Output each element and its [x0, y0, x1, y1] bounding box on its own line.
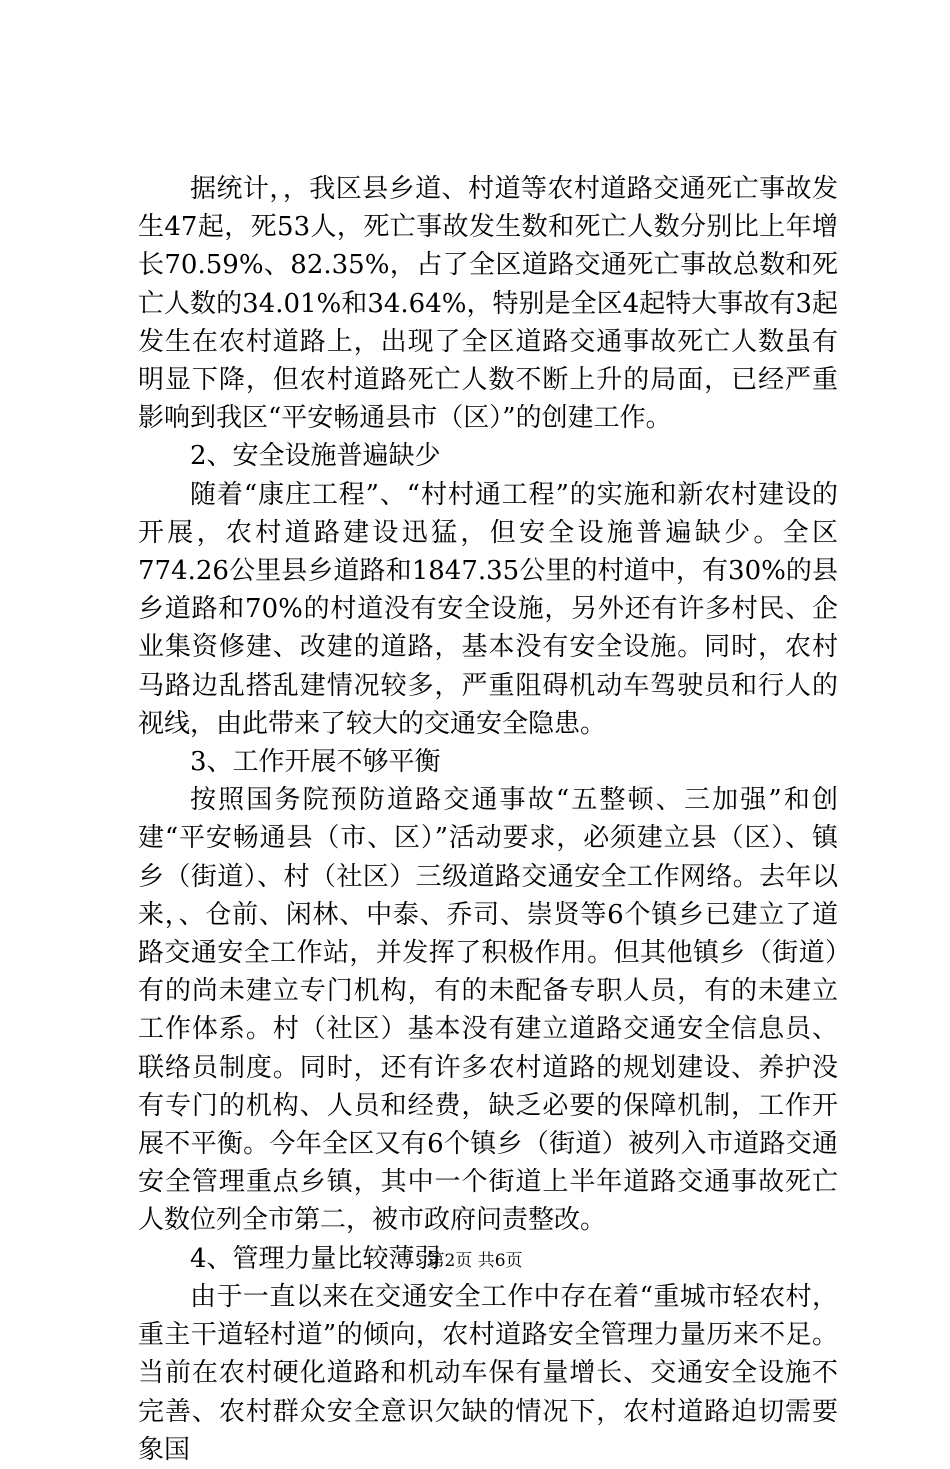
heading-safety-facilities: 2、安全设施普遍缺少: [190, 441, 441, 472]
paragraph-safety-facilities: 随着“康庄工程”、“村村通工程”的实施和新农村建设的开展，农村道路建设迅猛，但安全设施普遍缺少。全区774.26公里县乡道路和1847.35公里的村道中，有30%的县乡道路和70%的村道没有安全设施，另外还有许多村民、企业集资修建、改建的道路，基本没有安全设施。同时，农村马路边乱搭乱建情况较多，严重阻碍机动车驾驶员和行人的视线，由此带来了较大的交通安全隐患。: [138, 479, 838, 739]
paragraph-management-strength: 由于一直以来在交通安全工作中存在着“重城市轻农村，重主干道轻村道”的倾向，农村道路安全管理力量历来不足。当前在农村硬化道路和机动车保有量增长、交通安全设施不完善、农村群众安全意识欠缺的情况下，农村道路迫切需要象国: [138, 1281, 838, 1465]
page-footer: 第2页 共6页: [427, 1251, 523, 1271]
heading-management-strength: 4、管理力量比较薄弱: [190, 1243, 441, 1274]
heading-work-balance: 3、工作开展不够平衡: [190, 747, 441, 778]
paragraph-statistics: 据统计，，我区县乡道、村道等农村道路交通死亡事故发生47起，死53人，死亡事故发生数和死亡人数分别比上年增长70.59%、82.35%，占了全区道路交通死亡事故总数和死亡人数的34.01%和34.64%，特别是全区4起特大事故有3起发生在农村道路上，出现了全区道路交通事故死亡人数虽有明显下降，但农村道路死亡人数不断上升的局面，已经严重影响到我区“平安畅通县市（区）”的创建工作。: [138, 174, 838, 434]
body-text: [138, 170, 838, 1469]
paragraph-work-balance: 按照国务院预防道路交通事故“五整顿、三加强”和创建“平安畅通县（市、区）”活动要求，必须建立县（区）、镇乡（街道）、村（社区）三级道路交通安全工作网络。去年以来，、仓前、闲林、中泰、乔司、崇贤等6个镇乡已建立了道路交通安全工作站，并发挥了积极作用。但其他镇乡（街道）有的尚未建立专门机构，有的未配备专职人员，有的未建立工作体系。村（社区）基本没有建立道路交通安全信息员、联络员制度。同时，还有许多农村道路的规划建设、养护没有专门的机构、人员和经费，缺乏必要的保障机制，工作开展不平衡。今年全区又有6个镇乡（街道）被列入市道路交通安全管理重点乡镇，其中一个街道上半年道路交通事故死亡人数位列全市第二，被市政府问责整改。: [138, 785, 838, 1236]
